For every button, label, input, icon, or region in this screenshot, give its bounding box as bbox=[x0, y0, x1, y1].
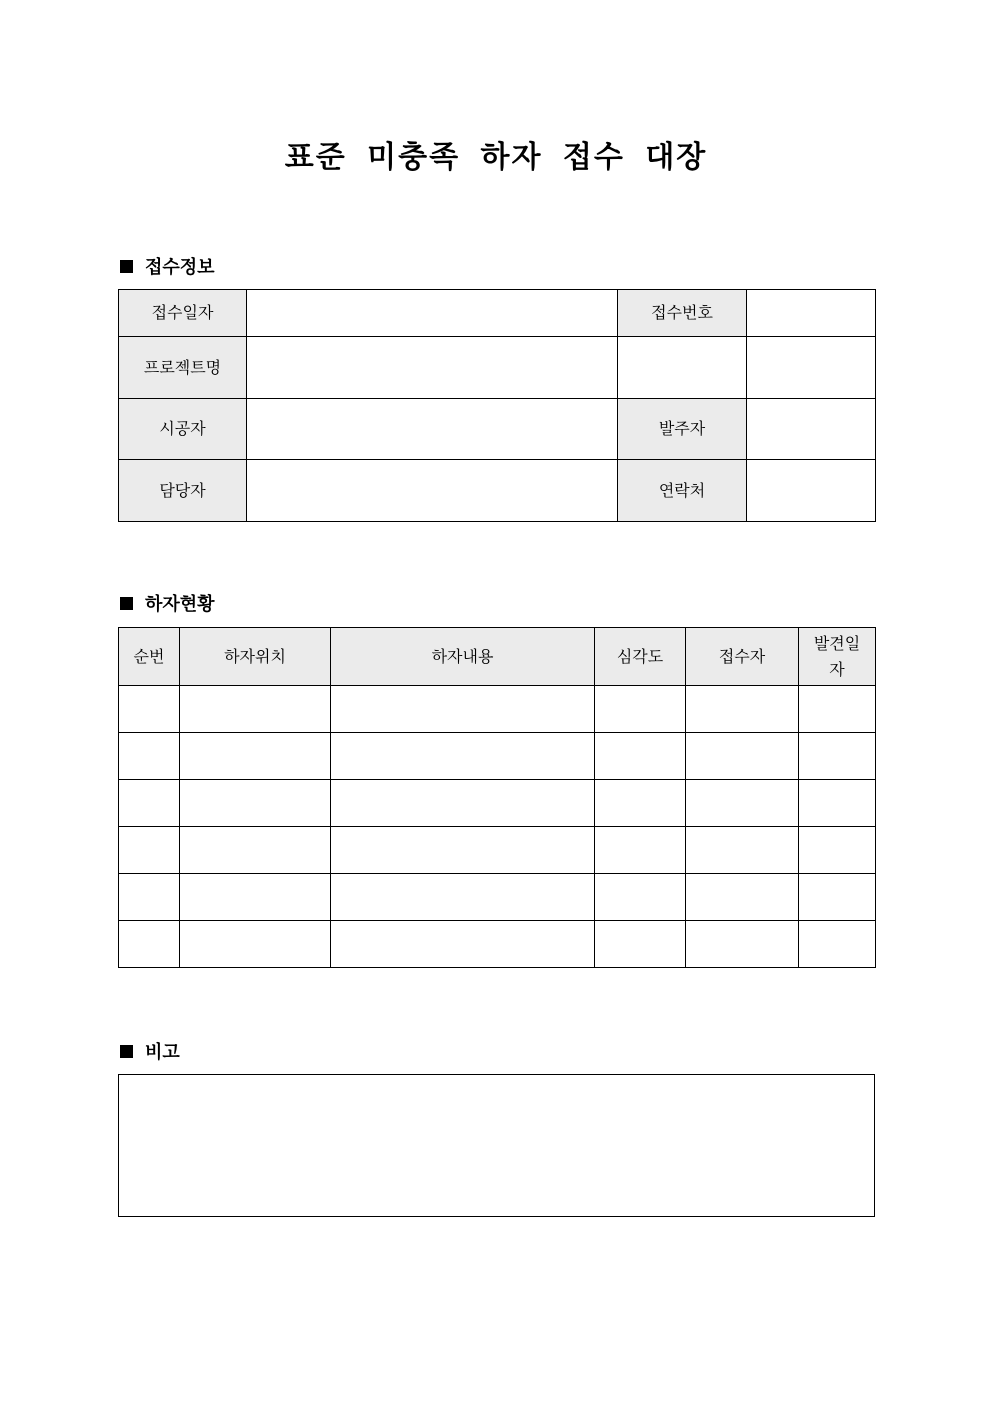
cell-severity[interactable] bbox=[595, 921, 686, 968]
table-row bbox=[119, 921, 876, 968]
cell-found-date[interactable] bbox=[799, 686, 876, 733]
cell-found-date[interactable] bbox=[799, 827, 876, 874]
cell-found-date[interactable] bbox=[799, 874, 876, 921]
cell-seq[interactable] bbox=[119, 780, 180, 827]
label-project-name: 프로젝트명 bbox=[119, 337, 247, 399]
cell-location[interactable] bbox=[180, 874, 331, 921]
cell-seq[interactable] bbox=[119, 921, 180, 968]
cell-severity[interactable] bbox=[595, 733, 686, 780]
label-manager: 담당자 bbox=[119, 460, 247, 522]
column-header-content: 하자내용 bbox=[331, 628, 595, 686]
cell-seq[interactable] bbox=[119, 827, 180, 874]
cell-severity[interactable] bbox=[595, 874, 686, 921]
defects-table bbox=[118, 627, 876, 968]
field-project-name[interactable] bbox=[247, 337, 618, 399]
table-row bbox=[119, 686, 876, 733]
cell-severity[interactable] bbox=[595, 686, 686, 733]
cell-found-date[interactable] bbox=[799, 733, 876, 780]
page-title: 표준 미충족 하자 접수 대장 bbox=[284, 140, 708, 175]
section-heading-label: 비고 bbox=[145, 1042, 180, 1063]
section-heading-remarks bbox=[120, 1038, 180, 1064]
column-header-receiver: 접수자 bbox=[686, 628, 799, 686]
column-header-location: 하자위치 bbox=[180, 628, 331, 686]
section-heading-label: 접수정보 bbox=[145, 257, 215, 278]
cell-receiver[interactable] bbox=[686, 921, 799, 968]
field-contact[interactable] bbox=[747, 460, 876, 522]
cell-location[interactable] bbox=[180, 921, 331, 968]
cell-receiver[interactable] bbox=[686, 874, 799, 921]
cell-content[interactable] bbox=[331, 874, 595, 921]
cell-seq[interactable] bbox=[119, 874, 180, 921]
cell-severity[interactable] bbox=[595, 780, 686, 827]
cell-content[interactable] bbox=[331, 686, 595, 733]
field-blank-value[interactable] bbox=[747, 337, 876, 399]
cell-severity[interactable] bbox=[595, 827, 686, 874]
cell-content[interactable] bbox=[331, 921, 595, 968]
column-header-seq: 순번 bbox=[119, 628, 180, 686]
table-row bbox=[119, 733, 876, 780]
cell-location[interactable] bbox=[180, 733, 331, 780]
cell-location[interactable] bbox=[180, 827, 331, 874]
table-row bbox=[119, 827, 876, 874]
cell-receiver[interactable] bbox=[686, 733, 799, 780]
square-bullet-icon bbox=[120, 597, 133, 610]
section-heading-label: 하자현황 bbox=[145, 594, 215, 615]
field-contractor[interactable] bbox=[247, 399, 618, 460]
field-manager[interactable] bbox=[247, 460, 618, 522]
cell-seq[interactable] bbox=[119, 686, 180, 733]
field-client[interactable] bbox=[747, 399, 876, 460]
remarks-field[interactable] bbox=[118, 1074, 875, 1217]
table-row bbox=[119, 780, 876, 827]
cell-content[interactable] bbox=[331, 733, 595, 780]
cell-content[interactable] bbox=[331, 827, 595, 874]
label-reception-number: 접수번호 bbox=[618, 290, 747, 337]
field-blank-label bbox=[618, 337, 747, 399]
cell-seq[interactable] bbox=[119, 733, 180, 780]
cell-receiver[interactable] bbox=[686, 827, 799, 874]
square-bullet-icon bbox=[120, 260, 133, 273]
cell-location[interactable] bbox=[180, 780, 331, 827]
table-row bbox=[119, 874, 876, 921]
cell-found-date[interactable] bbox=[799, 780, 876, 827]
section-heading-reception bbox=[120, 253, 215, 279]
section-heading-defects bbox=[120, 590, 215, 616]
cell-receiver[interactable] bbox=[686, 780, 799, 827]
square-bullet-icon bbox=[120, 1045, 133, 1058]
cell-receiver[interactable] bbox=[686, 686, 799, 733]
field-reception-date[interactable] bbox=[247, 290, 618, 337]
label-client: 발주자 bbox=[618, 399, 747, 460]
label-contractor: 시공자 bbox=[119, 399, 247, 460]
field-reception-number[interactable] bbox=[747, 290, 876, 337]
cell-content[interactable] bbox=[331, 780, 595, 827]
column-header-found-date: 발견일자 bbox=[799, 628, 876, 686]
cell-found-date[interactable] bbox=[799, 921, 876, 968]
label-contact: 연락처 bbox=[618, 460, 747, 522]
column-header-severity: 심각도 bbox=[595, 628, 686, 686]
reception-table bbox=[118, 289, 876, 522]
label-reception-date: 접수일자 bbox=[119, 290, 247, 337]
cell-location[interactable] bbox=[180, 686, 331, 733]
